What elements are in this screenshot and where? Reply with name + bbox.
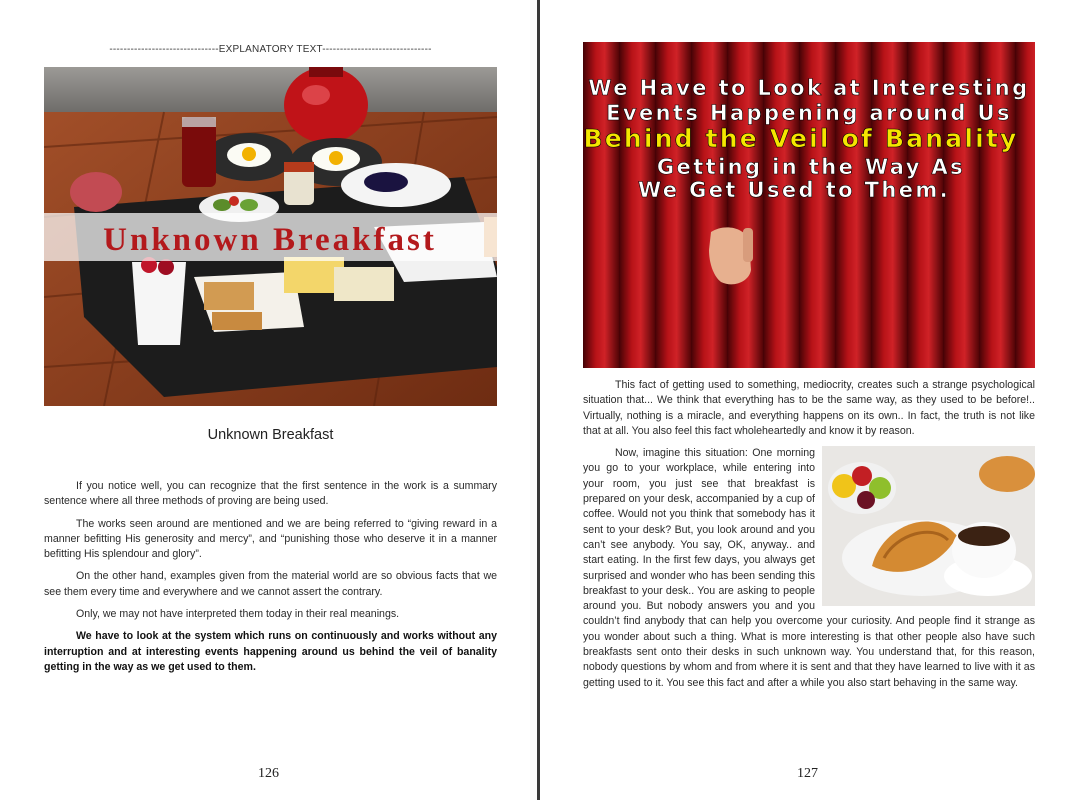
curtain-illustration: [583, 42, 1035, 368]
left-body-text: [44, 479, 497, 682]
page-number: 126: [258, 766, 279, 781]
banner-highlight: Behind the Veil of Banality: [583, 124, 1019, 153]
paragraph: This fact of getting used to something, mediocrity, creates such a strange psychological situation that... We think that everything has to be the same way, as they used to be before!.. Virtually, nothing is a miracle, and everything happens on its own.. In fact, the truth is not like that at all. You also feel this fact wholeheartedly and know it by reason.: [583, 379, 1035, 437]
bold-paragraph: We have to look at the system which runs on continuously and works without any interruption and at interesting events happening around us behind the veil of banality getting in the way as we get used to them.: [44, 630, 497, 673]
breakfast-photo: [44, 67, 497, 406]
right-page: [541, 0, 1067, 800]
running-header: -------------------------------EXPLANATORY TEXT-------------------------------: [109, 44, 432, 55]
figure-caption: Unknown Breakfast: [207, 427, 334, 443]
curtain-banner: [583, 42, 1035, 368]
banner-line: Events Happening around Us: [606, 101, 1012, 125]
paragraph: If you notice well, you can recognize that the first sentence in the work is a summary sentence where all three methods of proving are being used.: [44, 480, 497, 508]
banner-line: We Get Used to Them.: [637, 178, 951, 202]
paragraph: Now, imagine this situation: One morning you go to your workplace, while entering into your room, you just see that breakfast is prepared on your desk, accompanied by a cup of coffee. Would not you think that somebody has it sent to your desk? But, you look around and you can’t see anybody. You say, OK, anyway.. and start eating. In the first few days, you always get surprised and wonder who has been sending this breakfast to your desk.. You are asking to people around you. But nobody answers you and you couldn’t find anybody that can help you overcome your curiosity. And people find it strange as you wonder about such a thing. What is more interesting is that other people also have such breakfasts sent onto their desks in such unknown way. You understand that, for this reason, nobody questions by whom and from where it is sent and that they have learned to live with it as getting used to it. You see this fact and after a while you also start behaving in the same way.: [583, 447, 1035, 689]
right-body-text: [583, 378, 1035, 698]
photo-title: Unknown Breakfast: [103, 222, 437, 258]
paragraph: Only, we may not have interpreted them today in their real meanings.: [76, 608, 400, 621]
banner-line: We Have to Look at Interesting: [588, 76, 1030, 100]
paragraph: The works seen around are mentioned and we are being referred to “giving reward in a manner befitting His generosity and mercy”, and “punishing those who deserve it in a manner befitting His splendour and glory”.: [44, 517, 497, 561]
croissant-illustration: [822, 446, 1035, 606]
page-number: 127: [797, 766, 818, 781]
breakfast-illustration: [44, 67, 497, 406]
paragraph: On the other hand, examples given from the material world are so obvious facts that we see them every time and everywhere and we cannot assert the contrary.: [44, 570, 497, 598]
croissant-coffee-photo: [822, 446, 1035, 606]
banner-line: Getting in the Way As: [656, 155, 966, 179]
hand-icon: [709, 227, 753, 284]
book-gutter: [537, 0, 540, 800]
